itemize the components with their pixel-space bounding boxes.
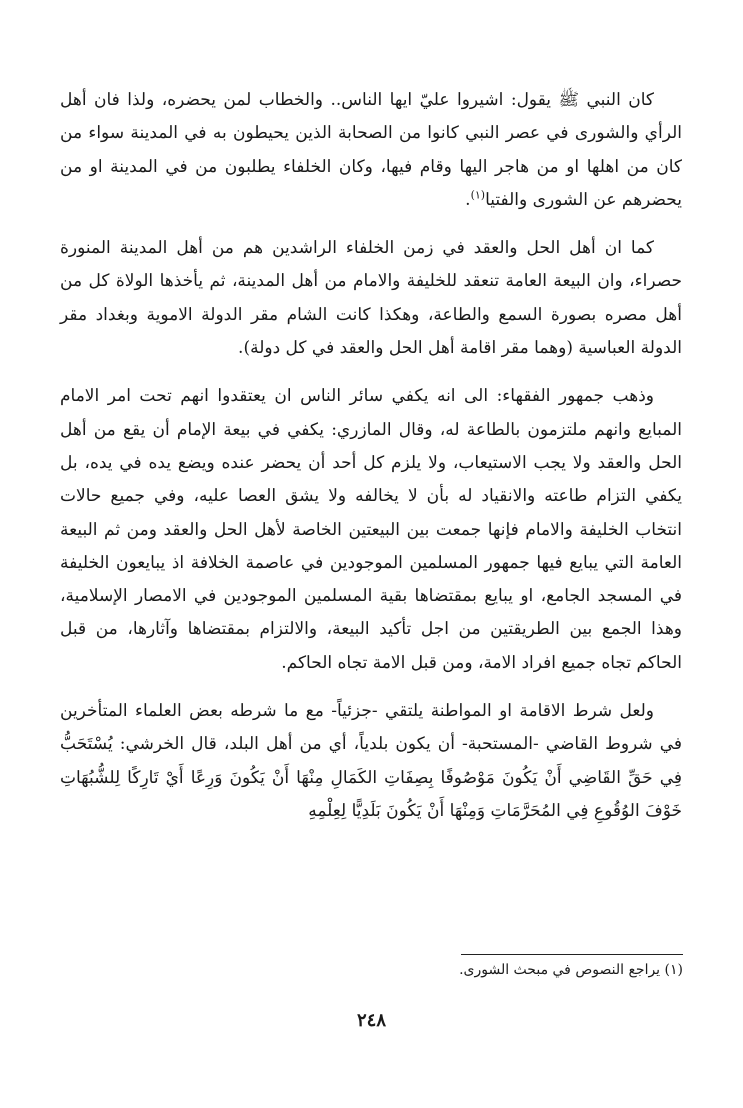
footnote-reference: (١)	[470, 188, 486, 202]
footnote: (١) يراجع النصوص في مبحث الشورى.	[459, 962, 683, 978]
paragraph-1-end: .	[465, 189, 471, 210]
footnote-divider	[461, 954, 683, 955]
paragraph-3: وذهب جمهور الفقهاء: الى انه يكفي سائر الناس ان يعتقدوا انهم تحت امر الامام المبايع وانهم ملتزمون بالطاعة له، وقال المازري: يكفي في بيعة الإمام أن يقع من أهل الحل والعقد ولا يجب الاستيعاب، ولا يلزم كل أحد أن يحضر عنده ويضع يده في يده، بل يكفي التزام طاعته والانقياد له بأن لا يخالفه ولا يشق العصا عليه، وفي جميع حالات انتخاب الخليفة والامام فإنها جمعت بين البيعتين الخاصة لأهل الحل والعقد ومن ثم البيعة العامة التي يبايع فيها جمهور المسلمين الموجودين في عاصمة الخلافة اذ يبايعون الخليفة في المسجد الجامع، او يبايع بمقتضاها بقية المسلمين الموجودين في الامصار الإسلامية، وهذا الجمع بين الطريقتين من اجل تأكيد البيعة، والالتزام بمقتضاها وآثارها، من قبل الحاكم تجاه جميع افراد الامة، ومن قبل الامة تجاه الحاكم.	[60, 386, 682, 673]
paragraph-1	[60, 84, 682, 217]
paragraph-1-text: كان النبي ﷺ يقول: اشيروا عليّ ايها الناس.. والخطاب لمن يحضره، ولذا فان أهل الرأي والشورى في عصر النبي كانوا من الصحابة الذين يحيطون به في المدينة سواء من كان من اهلها او من هاجر اليها وقام فيها، وكان الخلفاء يطلبون من في المدينة او من يحضرهم عن الشورى والفتيا	[60, 90, 682, 210]
paragraph-2: كما ان أهل الحل والعقد في زمن الخلفاء الراشدين هم من أهل المدينة المنورة حصراء، وان البيعة العامة تنعقد للخليفة والامام من أهل المدينة، ثم يأخذها الولاة كل من أهل مصره بصورة السمع والطاعة، وهكذا كانت الشام مقر الدولة الاموية وبغداد مقر الدولة العباسية (وهما مقر اقامة أهل الحل والعقد في كل دولة).	[60, 238, 682, 359]
body-text	[60, 84, 682, 843]
paragraph-4: ولعل شرط الاقامة او المواطنة يلتقي -جزئياً- مع ما شرطه بعض العلماء المتأخرين في شروط القاضي -المستحبة- أن يكون بلدياً، أي من أهل البلد، قال الخرشي: يُسْتَحَبُّ فِي حَقِّ القَاضِي أَنْ يَكُونَ مَوْصُوفًا بِصِفَاتِ الكَمَالِ مِنْهَا أَنْ يَكُونَ وَرِعًا أَيْ تَارِكًا لِلشُّبُهَاتِ خَوْفَ الوُقُوعِ فِي المُحَرَّمَاتِ وَمِنْهَا أَنْ يَكُونَ بَلَدِيًّا لِعِلْمِهِ	[60, 701, 682, 821]
page-number: ٢٤٨	[356, 1010, 386, 1031]
